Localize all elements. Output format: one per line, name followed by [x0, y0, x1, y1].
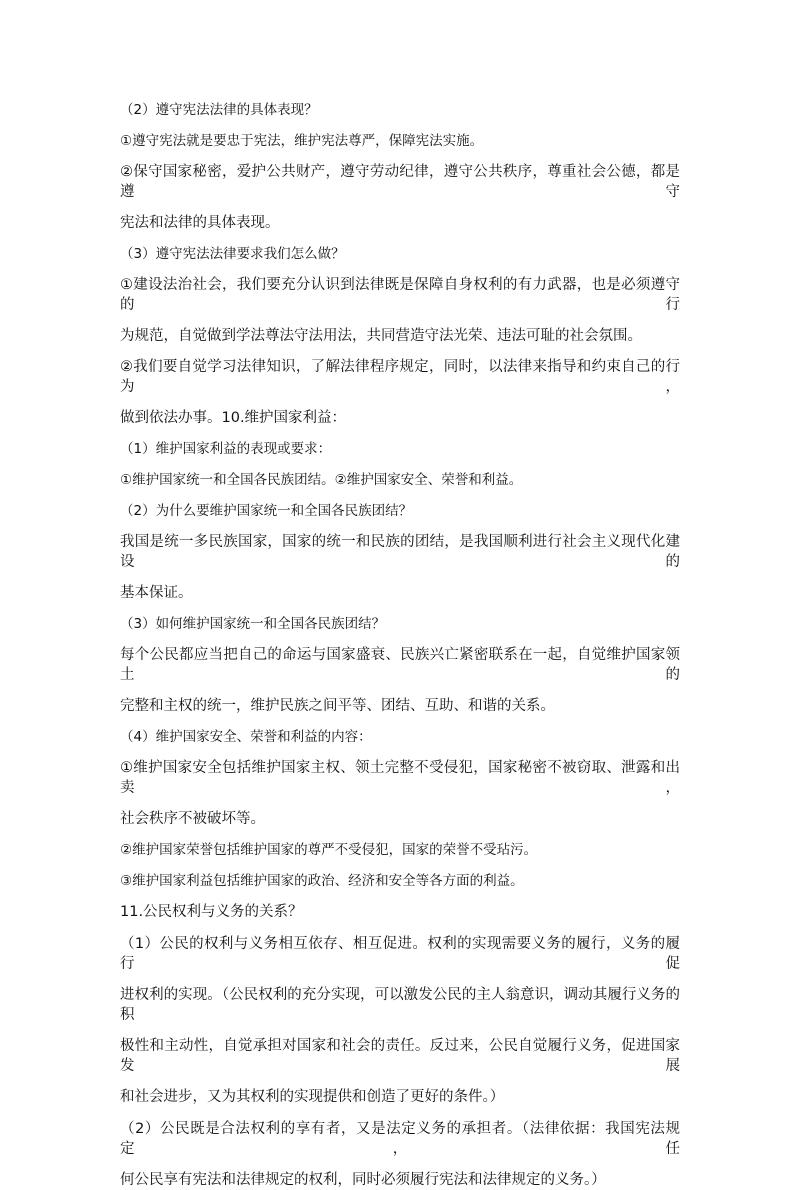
paragraph-line: ③维护国家利益包括维护国家的政治、经济和安全等各方面的利益。 [120, 873, 524, 889]
paragraph-line: 何公民享有宪法和法律规定的权利，同时必须履行宪法和法律规定的义务。） [120, 1172, 606, 1188]
paragraph-line: 做到依法办事。10.维护国家利益： [120, 410, 347, 426]
paragraph-line: 极性和主动性，自觉承担对国家和社会的责任。反过来，公民自觉履行义务，促进国家发展 [120, 1038, 680, 1074]
subheading-how-unity: （3）如何维护国家统一和全国各民族团结？ [120, 616, 386, 632]
subheading-constitution-manifestation: （2）遵守宪法法律的具体表现？ [120, 102, 318, 118]
paragraph-line: 为规范，自觉做到学法尊法守法用法，共同营造守法光荣、违法可耻的社会氛围。 [120, 328, 642, 344]
paragraph-line: ①维护国家统一和全国各民族团结。②维护国家安全、荣誉和利益。 [120, 472, 523, 488]
document-page [120, 100, 680, 1190]
subheading-constitution-requirement: （3）遵守宪法法律要求我们怎么做？ [120, 246, 345, 262]
paragraph-line: ①建设法治社会，我们要充分认识到法律既是保障自身权利的有力武器，也是必须遵守的行 [120, 277, 680, 313]
paragraph-line: 每个公民都应当把自己的命运与国家盛衰、民族兴亡紧密联系在一起，自觉维护国家领土的 [120, 647, 680, 683]
paragraph-line: 进权利的实现。（公民权利的充分实现，可以激发公民的主人翁意识，调动其履行义务的积 [120, 987, 680, 1023]
paragraph-line: 我国是统一多民族国家，国家的统一和民族的团结，是我国顺利进行社会主义现代化建设的 [120, 534, 680, 570]
paragraph-line: （1）公民的权利与义务相互依存、相互促进。权利的实现需要义务的履行，义务的履行促 [120, 936, 680, 972]
subheading-national-interest: （1）维护国家利益的表现或要求： [120, 441, 332, 457]
paragraph-line: ②我们要自觉学习法律知识，了解法律程序规定，同时，以法律来指导和约束自己的行为， [120, 359, 680, 395]
paragraph-line: 社会秩序不被破坏等。 [120, 811, 265, 827]
paragraph-line: ①维护国家安全包括维护国家主权、领土完整不受侵犯，国家秘密不被窃取、泄露和出卖， [120, 760, 680, 796]
paragraph-line: ②维护国家荣誉包括维护国家的尊严不受侵犯，国家的荣誉不受玷污。 [120, 842, 538, 858]
subheading-why-unity: （2）为什么要维护国家统一和全国各民族团结？ [120, 503, 413, 519]
paragraph-line: ②保守国家秘密，爱护公共财产，遵守劳动纪律，遵守公共秩序，尊重社会公德，都是遵守 [120, 164, 680, 200]
paragraph-line: 和社会进步，又为其权利的实现提供和创造了更好的条件。） [120, 1089, 505, 1105]
paragraph-line: 宪法和法律的具体表现。 [120, 215, 280, 231]
paragraph-line: 基本保证。 [120, 585, 193, 601]
paragraph-line: ①遵守宪法就是要忠于宪法，维护宪法尊严，保障宪法实施。 [120, 133, 484, 149]
section-heading-rights-duties: 11.公民权利与义务的关系？ [120, 904, 303, 920]
paragraph-line: （2）公民既是合法权利的享有者，又是法定义务的承担者。（法律依据：我国宪法规定，任 [120, 1121, 680, 1157]
paragraph-line: 完整和主权的统一，维护民族之间平等、团结、互助、和谐的关系。 [120, 698, 555, 714]
subheading-security-content: （4）维护国家安全、荣誉和利益的内容： [120, 729, 372, 745]
